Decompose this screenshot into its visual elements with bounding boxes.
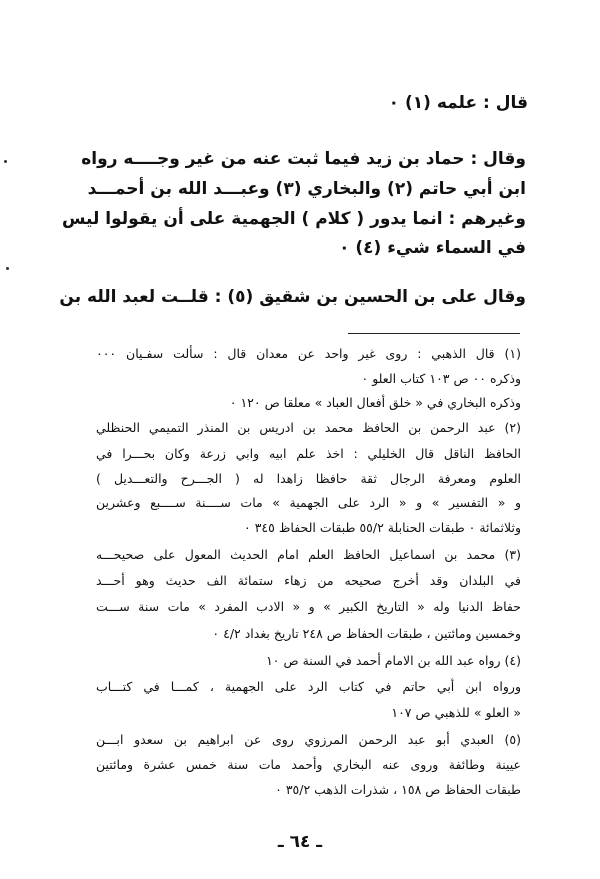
footnote-line: (٥) العبدي أبو عبد الرحمن المرزوي روى عن ابراهيم بن سعدو ابـــن — [96, 732, 521, 747]
body-text-line: وقال على بن الحسين بن شقيق (٥) : قلــت لعبد الله بن — [59, 287, 526, 307]
footnote-line: عيينة وطائفة وروى عنه البخاري وأحمد مات سنة خمس عشرة ومائتين — [96, 757, 521, 772]
body-text-line: في السماء شيء (٤) ٠ — [339, 238, 526, 258]
footnote-line: (٤) رواه عبد الله بن الامام أحمد في السنة ص ١٠ — [266, 653, 521, 668]
footnote-separator — [348, 333, 520, 334]
page-number: ـ ٦٤ ـ — [277, 832, 323, 852]
footnote-line: العلوم ومعرفة الرجال ثقة حافظا زاهدا له ( الجـــرح والتعـــديل ) — [96, 471, 521, 486]
footnote-line: (٢) عبد الرحمن بن الحافظ محمد بن ادريس بن المنذر التميمي الحنظلي — [96, 420, 521, 435]
footnote-line: وخمسين ومائتين ، طبقات الحفاظ ص ٢٤٨ تاريخ بغداد ٤/٢ ٠ — [212, 626, 521, 641]
body-text-line: ابن أبي حاتم (٢) والبخاري (٣) وعبـــد الله بن أحمـــد — [87, 179, 526, 199]
footnote-line: (١) قال الذهبي : روى غير واحد عن معدان قال : سألت سفـيان ٠٠٠ — [96, 346, 521, 361]
scan-speck — [4, 160, 7, 163]
footnote-line: ورواه ابن أبي حاتم في كتاب الرد على الجهمية ، كمـــا في كتـــاب — [96, 679, 521, 694]
body-text-line: وغيرهم : انما يدور ( كلام ) الجهمية على أن يقولوا ليس — [62, 209, 526, 229]
opening-line: قال : علمه (١) ٠ — [388, 93, 528, 113]
footnote-line: « العلو » للذهبي ص ١٠٧ — [391, 705, 521, 720]
footnote-line: طبقات الحفاظ ص ١٥٨ ، شذرات الذهب ٣٥/٢ ٠ — [275, 782, 521, 797]
footnote-line: وثلاثمائة ٠ طبقات الحنابلة ٥٥/٢ طبقات الحفاظ ٣٤٥ ٠ — [244, 520, 521, 535]
footnote-line: وذكره ٠٠ ص ١٠٣ كتاب العلو ٠ — [361, 371, 521, 386]
body-text-line: وقال : حماد بن زيد فيما ثبت عنه من غير وجــــه رواه — [81, 149, 526, 169]
footnote-line: حفاظ الدنيا وله « التاريخ الكبير » و « الادب المفرد » مات سنة ســـت — [96, 599, 521, 614]
scan-speck — [6, 267, 9, 270]
footnote-line: وذكره البخاري في « خلق أفعال العباد » معلقا ص ١٢٠ ٠ — [229, 395, 521, 410]
footnote-line: و « التفسير » و « الرد على الجهمية » مات ســــنة ســــبع وعشرين — [96, 495, 521, 510]
footnote-line: في البلدان وقد أخرج صحيحه من زهاء ستمائة الف حديث وهو أحـــد — [96, 573, 521, 588]
footnote-line: (٣) محمد بن اسماعيل الحافظ العلم امام الحديث المعول على صحيحـــه — [96, 547, 521, 562]
footnote-line: الحافظ الناقل قال الخليلي : اخذ علم ابيه وابي زرعة وكان بحـــرا في — [96, 446, 521, 461]
